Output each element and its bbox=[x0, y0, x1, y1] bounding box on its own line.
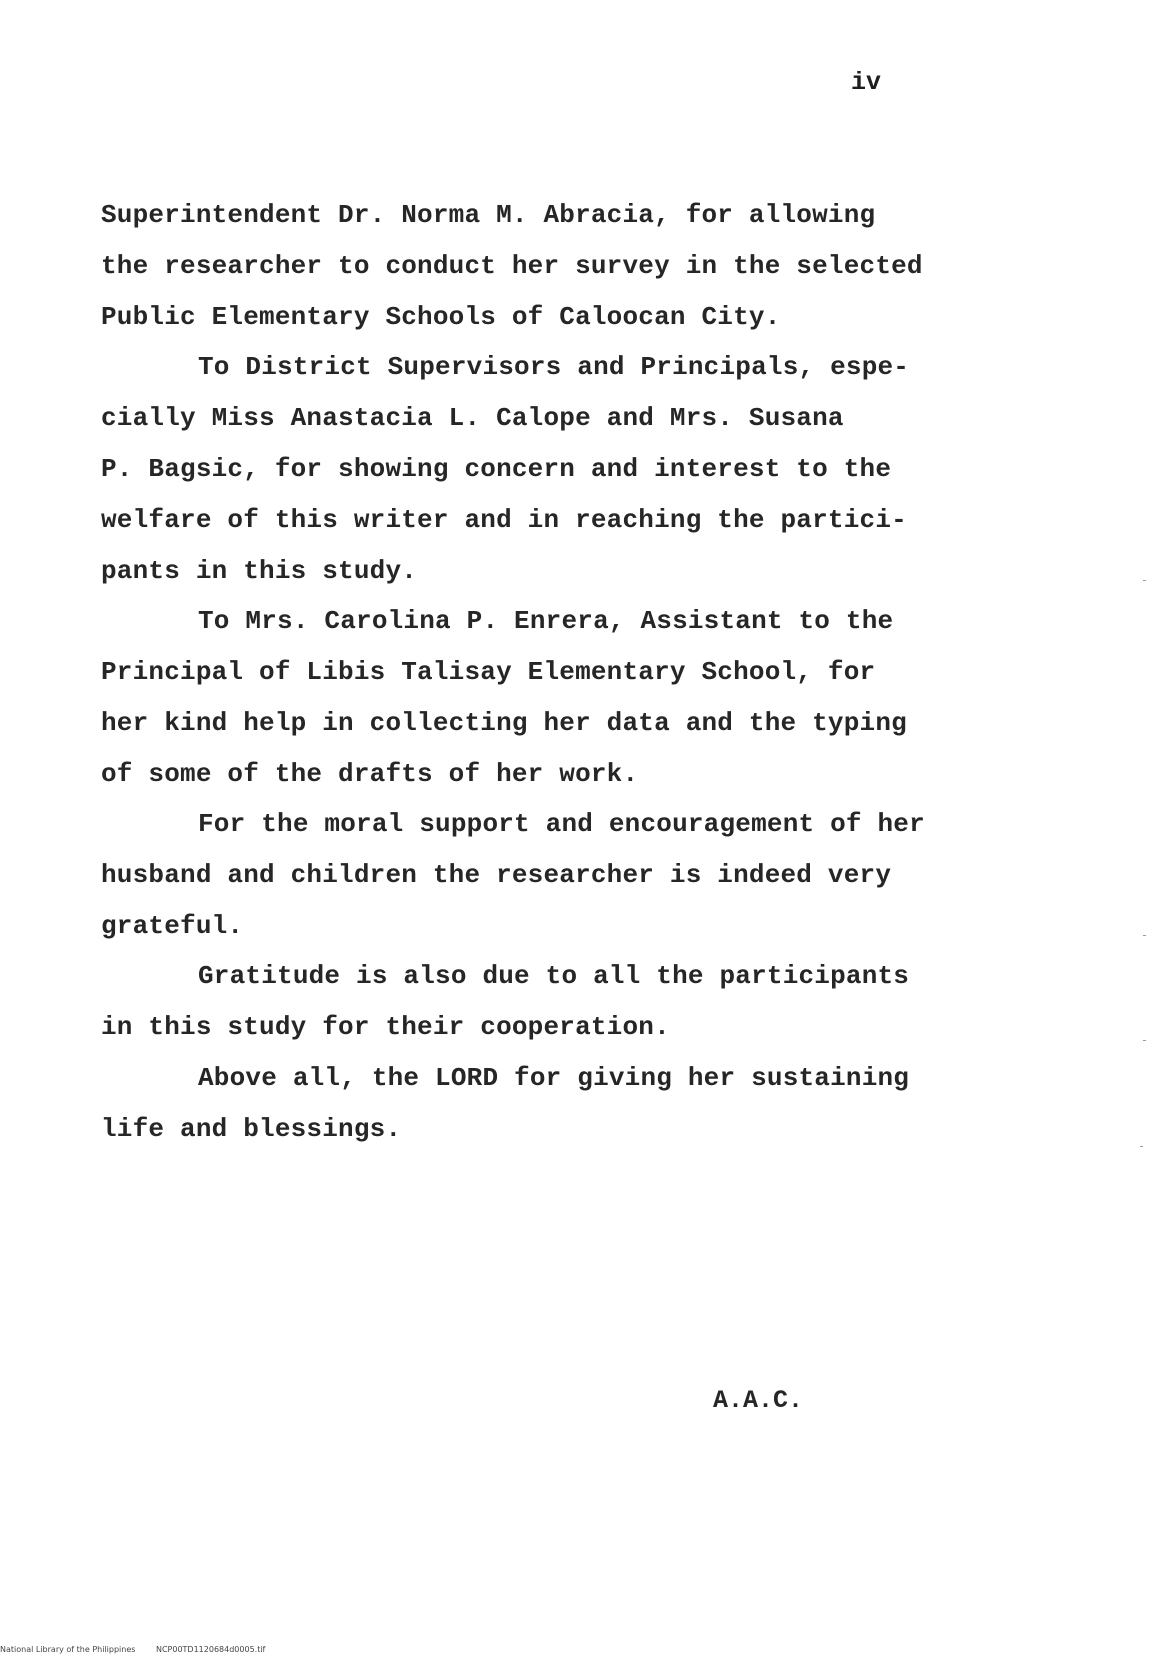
text-line: To Mrs. Carolina P. Enrera, Assistant to the bbox=[198, 606, 894, 636]
text-line: grateful. bbox=[101, 911, 244, 941]
text-line: the researcher to conduct her survey in the selected bbox=[101, 251, 923, 281]
text-line: welfare of this writer and in reaching the partici- bbox=[101, 505, 907, 535]
text-line: P. Bagsic, for showing concern and interest to the bbox=[101, 454, 892, 484]
text-line: pants in this study. bbox=[101, 556, 418, 586]
text-line: For the moral support and encouragement of her bbox=[198, 809, 925, 839]
page-number: iv bbox=[851, 68, 882, 97]
scan-speck bbox=[1143, 1040, 1146, 1041]
text-line: Above all, the LORD for giving her sustaining bbox=[198, 1063, 910, 1093]
scan-speck bbox=[1140, 1146, 1143, 1147]
scan-speck bbox=[1143, 935, 1146, 936]
scan-speck bbox=[1143, 580, 1146, 581]
text-line: her kind help in collecting her data and the typing bbox=[101, 708, 907, 738]
text-line: Superintendent Dr. Norma M. Abracia, for allowing bbox=[101, 200, 876, 230]
text-line: life and blessings. bbox=[101, 1114, 402, 1144]
text-line: Principal of Libis Talisay Elementary School, for bbox=[101, 657, 876, 687]
text-line: husband and children the researcher is indeed very bbox=[101, 860, 892, 890]
text-line: To District Supervisors and Principals, espe- bbox=[198, 352, 910, 382]
footer-file: NCP00TD1120684d0005.tif bbox=[155, 1645, 266, 1654]
footer-library: National Library of the Philippines bbox=[0, 1645, 136, 1654]
text-line: Public Elementary Schools of Caloocan City. bbox=[101, 302, 781, 332]
text-line: cially Miss Anastacia L. Calope and Mrs. Susana bbox=[101, 403, 844, 433]
scan-footer bbox=[0, 1645, 283, 1654]
text-line: of some of the drafts of her work. bbox=[101, 759, 639, 789]
text-line: Gratitude is also due to all the participants bbox=[198, 961, 910, 991]
text-line: in this study for their cooperation. bbox=[101, 1012, 670, 1042]
author-initials: A.A.C. bbox=[713, 1386, 804, 1415]
